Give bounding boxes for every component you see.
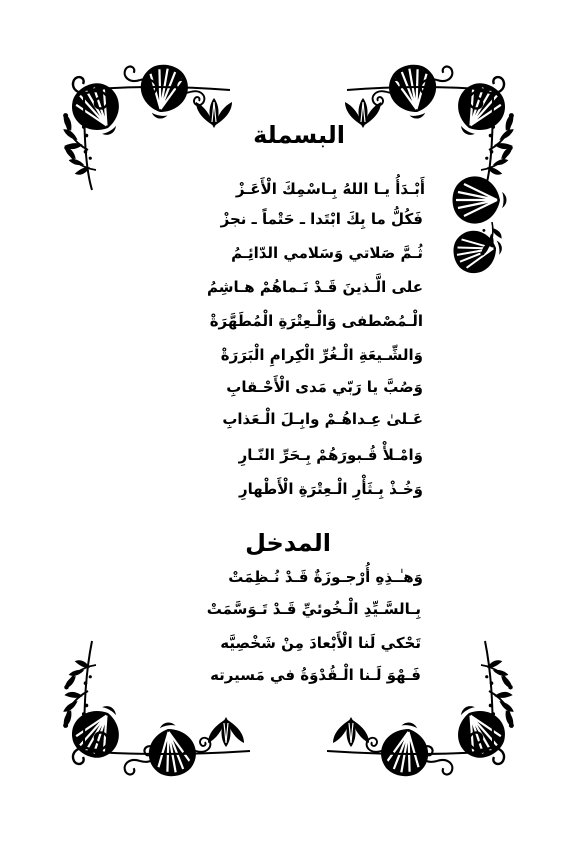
verse-line: ثُـمَّ صَلاتي وَسَلامي الدّائِـمُ: [231, 244, 423, 262]
verse-line: عَـلىٰ عِـداهُـمْ وابِـلَ الْـعَذابِ: [222, 410, 423, 428]
section-heading-basmala: البسملة: [253, 121, 345, 149]
verse-line: على الَّـذينَ قَـدْ نَـماهُمْ هـاشِمُ: [206, 278, 423, 296]
verse-line: فَـهْوَ لَـنا الْـقُدْوَةُ في مَسيرته: [210, 666, 421, 684]
verse-line: وَصُبَّ يا رَبّي مَدى الْأَحْـقابِ: [226, 378, 423, 396]
verse-line: وَالشِّـيعَةِ الْـغُرِّ الْكِرامِ الْبَرَرَةْ: [220, 346, 423, 364]
verse-line: وَخُـذْ بِـثَأْرِ الْـعِتْرَةِ الْأَطْهارِ: [238, 480, 423, 498]
verse-line: تَحْكي لَنا الْأَبْعادَ مِنْ شَخْصِيَّه: [220, 634, 421, 652]
verse-line: بِـالسَّـيِّدِ الْـخُوئيِّ قَـدْ تَـوَسَّمَتْ: [206, 600, 421, 618]
verse-line: وَهـٰـذِهِ أُرْجـوزَةٌ قَـدْ نُـظِمَتْ: [228, 568, 423, 586]
section-heading-introduction: المدخل: [245, 529, 331, 557]
verse-line: فَكُلُّ ما بِكَ ابْتَدا ـ حَتْماً ـ نجزْ: [220, 210, 423, 228]
verse-line: أَبْـدَأُ يـا اللهُ بِـاسْمِكَ الْأَعَـزْ: [235, 180, 425, 198]
verse-line: الْـمُصْطفى وَالْـعِتْرَةِ الْمُطَهَّرَةْ: [209, 312, 423, 330]
verse-line: وَامْـلأْ قُـبورَهُمْ بِـحَرِّ النّـارِ: [238, 446, 423, 464]
